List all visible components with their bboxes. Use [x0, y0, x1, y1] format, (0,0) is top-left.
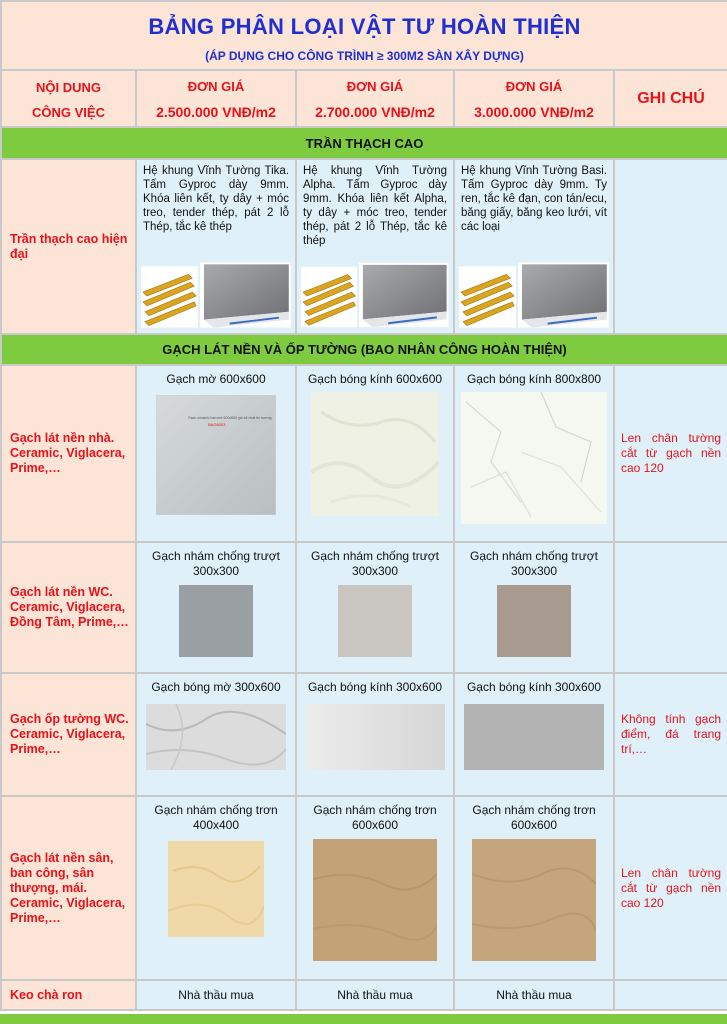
row-label-outdoor: Gạch lát nền sân, ban công, sân thượng, mái. Ceramic, Viglacera, Prime,… [1, 796, 136, 980]
ceiling-option-2 [296, 159, 454, 334]
outdoor-option-2 [296, 796, 454, 980]
section-bar-bottom [0, 1014, 727, 1024]
header-price-label: ĐƠN GIÁ [187, 79, 245, 94]
note-text: Len chân tường cắt từ gạch nền cao 120 [621, 865, 722, 910]
header-price-label: ĐƠN GIÁ [346, 79, 404, 94]
page-subtitle: (ÁP DỤNG CHO CÔNG TRÌNH ≥ 300M2 SÀN XÂY DỰNG) [205, 49, 524, 63]
gypsum-board-image [359, 262, 449, 328]
header-content [1, 70, 136, 127]
ceiling-option-1 [136, 159, 296, 334]
page-title: BẢNG PHÂN LOẠI VẬT TƯ HOÀN THIỆN [148, 14, 581, 39]
wc-wall-note [614, 673, 727, 796]
ceiling-spec-text: Hệ khung Vĩnh Tường Basi. Tấm Gyproc dày 9mm. Ty ren, tắc kê đạn, con tán/ecu, băng giấy, băng keo lưới, vít các loại [461, 165, 607, 233]
header-price-3 [454, 70, 614, 127]
anti-slip-tile-image [179, 585, 253, 657]
header-note-label: GHI CHÚ [637, 89, 705, 107]
outdoor-tile-cream-image [168, 841, 264, 937]
title-cell [1, 1, 727, 70]
ceiling-images [297, 256, 453, 332]
grout-value-3: Nhà thầu mua [454, 980, 614, 1010]
section-ceiling: TRẦN THẠCH CAO [1, 127, 727, 159]
tile-title: Gạch nhám chống trơn 600x600 [472, 803, 596, 832]
tile-title: Gạch nhám chống trơn 600x600 [313, 803, 437, 832]
header-price-2 [296, 70, 454, 127]
floor-tile-option-1 [136, 365, 296, 542]
tile-title: Gạch bóng mờ 300x600 [151, 680, 281, 694]
header-content-line2: CÔNG VIỆC [32, 104, 105, 120]
header-note [614, 70, 727, 127]
floor-tile-option-2 [296, 365, 454, 542]
header-price-label: ĐƠN GIÁ [505, 79, 563, 94]
outdoor-tile-tan-image [472, 839, 596, 961]
tile-title: Gạch bóng kính 300x600 [466, 680, 602, 694]
wc-wall-option-3 [454, 673, 614, 796]
grout-value-1: Nhà thầu mua [136, 980, 296, 1010]
grout-value-2: Nhà thầu mua [296, 980, 454, 1010]
wc-floor-option-2 [296, 542, 454, 673]
grout-note [614, 980, 727, 1010]
wc-floor-option-3 [454, 542, 614, 673]
polished-tile-image [311, 392, 439, 516]
header-price-value: 2.700.000 VNĐ/m2 [315, 104, 435, 120]
ceiling-images [137, 256, 295, 332]
row-label-grout: Keo chà ron [1, 980, 136, 1010]
anti-slip-tile-image [497, 585, 571, 657]
note-text: Len chân tường cắt từ gạch nền cao 120 [621, 431, 722, 475]
header-price-value: 2.500.000 VNĐ/m2 [156, 104, 276, 120]
header-price-value: 3.000.000 VNĐ/m2 [474, 104, 594, 120]
floor-note [614, 365, 727, 542]
header-price-1 [136, 70, 296, 127]
header-content-line1: NỘI DUNG [36, 79, 101, 95]
anti-slip-tile-image [338, 585, 412, 657]
gypsum-board-image [200, 262, 291, 328]
tile-title: Gạch nhám chống trơn 400x400 [154, 803, 278, 832]
gypsum-board-image [518, 262, 609, 328]
ceiling-images [455, 256, 613, 332]
note-text: Không tính gạch điểm, đá trang trí,… [621, 712, 722, 756]
tile-title: Gạch mờ 600x600 [166, 372, 266, 386]
wall-tile-marble-image [146, 704, 286, 770]
tile-title: Gạch nhám chống trượt 300x300 [152, 549, 280, 578]
outdoor-note [614, 796, 727, 980]
ceiling-spec-text: Hệ khung Vĩnh Tường Tika. Tấm Gyproc dày 9mm. Khóa liên kết, ty dây + móc treo, tender thép, pát 2 lỗ Thép, tắc kê thép [143, 165, 289, 233]
ceiling-spec-text: Hệ khung Vĩnh Tường Alpha. Tấm Gyproc dày 9mm. Khóa liên kết Alpha, ty dây + móc treo, tender thép, pát 2 lỗ Thép, tắc kê thép [303, 165, 447, 247]
tile-title: Gạch bóng kính 600x600 [307, 372, 443, 386]
polished-tile-large-image [461, 392, 607, 524]
wc-floor-option-1 [136, 542, 296, 673]
row-label-wc-wall: Gạch ốp tường WC. Ceramic, Viglacera, Prime,… [1, 673, 136, 796]
wall-tile-gray-image [464, 704, 604, 770]
floor-tile-option-3 [454, 365, 614, 542]
wc-wall-option-2 [296, 673, 454, 796]
outdoor-option-1 [136, 796, 296, 980]
row-label-ceiling: Trần thạch cao hiện đại [1, 159, 136, 334]
wc-wall-option-1 [136, 673, 296, 796]
tile-title: Gạch nhám chống trượt 300x300 [311, 549, 439, 578]
wc-floor-note [614, 542, 727, 673]
section-tiles: GẠCH LÁT NỀN VÀ ỐP TƯỜNG (BAO NHÂN CÔNG HOÀN THIỆN) [1, 334, 727, 365]
ceiling-option-3 [454, 159, 614, 334]
wall-tile-gloss-image [305, 704, 445, 770]
outdoor-tile-tan-image [313, 839, 437, 961]
matte-tile-image [156, 395, 276, 515]
tile-sample-label: Gạch ceramic bán mờ 600x600 giá tốt nhất thị trường [188, 416, 272, 420]
tile-sample-code: BAG6003 [208, 422, 226, 427]
metal-frame-image [301, 266, 357, 328]
metal-frame-image [141, 266, 198, 328]
row-label-wc-floor: Gạch lát nền WC. Ceramic, Viglacera, Đồng Tâm, Prime,… [1, 542, 136, 673]
tile-title: Gạch bóng kính 800x800 [466, 372, 602, 386]
tile-title: Gạch bóng kính 300x600 [307, 680, 443, 694]
metal-frame-image [459, 266, 516, 328]
row-label-floor: Gạch lát nền nhà. Ceramic, Viglacera, Prime,… [1, 365, 136, 542]
outdoor-option-3 [454, 796, 614, 980]
ceiling-note [614, 159, 727, 334]
tile-title: Gạch nhám chống trượt 300x300 [470, 549, 598, 578]
